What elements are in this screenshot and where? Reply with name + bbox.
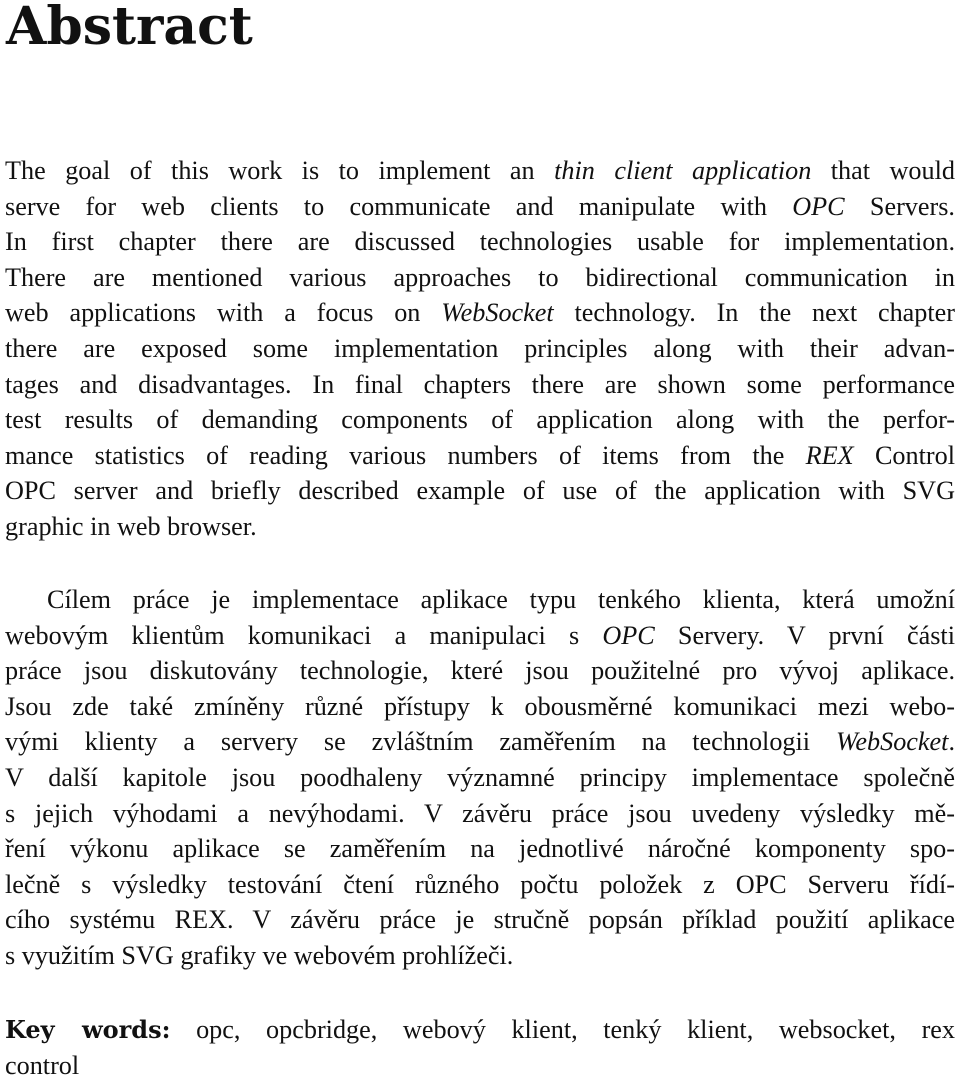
text-run: that would	[811, 156, 955, 185]
text-run: Control	[853, 440, 955, 470]
abstract-czech-line	[5, 689, 955, 725]
abstract-czech-line	[5, 618, 955, 654]
abstract-english-paragraph	[5, 153, 955, 545]
abstract-czech-line	[5, 760, 955, 796]
text-run: there are exposed some implementation principles along with their advan-	[5, 333, 955, 363]
abstract-czech-line	[5, 796, 955, 832]
abstract-english-line	[5, 509, 955, 545]
text-run: tages and disadvantages. In final chapters there are shown some performance	[5, 369, 955, 399]
text-run: Servery. V první části	[654, 620, 955, 650]
text-run: Servers.	[844, 191, 955, 221]
text-run: In first chapter there are discussed technologies usable for implementation.	[5, 227, 955, 257]
abstract-english-line	[5, 224, 955, 260]
abstract-czech-line	[5, 724, 955, 760]
text-run: serve for web clients to communicate and manipulate with	[5, 191, 793, 221]
abstract-english-line	[5, 295, 955, 331]
text-run: OPC server and briefly described example of use of the application with SVG	[5, 476, 955, 506]
abstract-english-line	[5, 331, 955, 367]
emphasized-term: OPC	[602, 620, 655, 650]
abstract-czech-line	[5, 867, 955, 903]
abstract-czech-line	[5, 831, 955, 867]
keywords-list: opc, opcbridge, webový klient, tenký klient, websocket, rex	[196, 1015, 956, 1044]
keywords-line-1	[5, 1012, 955, 1048]
abstract-czech-line	[5, 938, 955, 974]
abstract-heading: Abstract	[6, 0, 253, 57]
text-run: mance statistics of reading various numbers of items from the	[5, 440, 806, 470]
text-run: vými klienty a servery se zvláštním zaměřením na technologii	[5, 727, 836, 757]
text-run: s využitím SVG grafiky ve webovém prohlížeči.	[5, 940, 514, 970]
abstract-english-line	[5, 473, 955, 509]
text-run: Cílem práce je implementace aplikace typu tenkého klienta, která umožní	[47, 585, 955, 614]
abstract-english-line	[5, 153, 955, 189]
abstract-english-line	[5, 367, 955, 403]
text-run: graphic in web browser.	[5, 511, 257, 541]
abstract-czech-line	[5, 902, 955, 938]
keywords-label: Key words:	[5, 1015, 171, 1044]
text-run: ření výkonu aplikace se zaměřením na jednotlivé náročné komponenty spo-	[5, 834, 955, 864]
text-run: cího systému REX. V závěru práce je stručně popsán příklad použití aplikace	[5, 905, 955, 935]
text-run: .	[948, 727, 955, 757]
abstract-czech-line	[5, 582, 955, 618]
abstract-czech-line	[5, 653, 955, 689]
abstract-english-line	[5, 402, 955, 438]
text-run: V další kapitole jsou poodhaleny významné principy implementace společně	[5, 762, 955, 792]
abstract-czech-paragraph	[5, 582, 955, 974]
text-run: Jsou zde také zmíněny různé přístupy k obousměrné komunikaci mezi webo-	[5, 691, 955, 721]
abstract-english-line	[5, 438, 955, 474]
keywords-line-2: control	[5, 1050, 80, 1080]
text-run: technology. In the next chapter	[553, 298, 955, 328]
emphasized-term: thin client application	[554, 156, 812, 185]
text-run: The goal of this work is to implement an	[5, 156, 555, 185]
emphasized-term: WebSocket	[835, 727, 949, 757]
text-run: lečně s výsledky testování čtení různého počtu položek z OPC Serveru řídí-	[5, 869, 955, 899]
emphasized-term: WebSocket	[441, 298, 554, 328]
abstract-english-line	[5, 260, 955, 296]
text-run: webovým klientům komunikaci a manipulaci s	[5, 620, 603, 650]
emphasized-term: REX	[805, 440, 854, 470]
text-run: s jejich výhodami a nevýhodami. V závěru práce jsou uvedeny výsledky mě-	[5, 798, 955, 828]
abstract-english-line	[5, 189, 955, 225]
text-run: práce jsou diskutovány technologie, které jsou použitelné pro vývoj aplikace.	[5, 656, 955, 686]
text-run: test results of demanding components of application along with the perfor-	[5, 405, 955, 435]
text-run: web applications with a focus on	[5, 298, 442, 328]
text-run: There are mentioned various approaches to bidirectional communication in	[5, 262, 955, 292]
keywords	[5, 1012, 955, 1083]
emphasized-term: OPC	[792, 191, 845, 221]
